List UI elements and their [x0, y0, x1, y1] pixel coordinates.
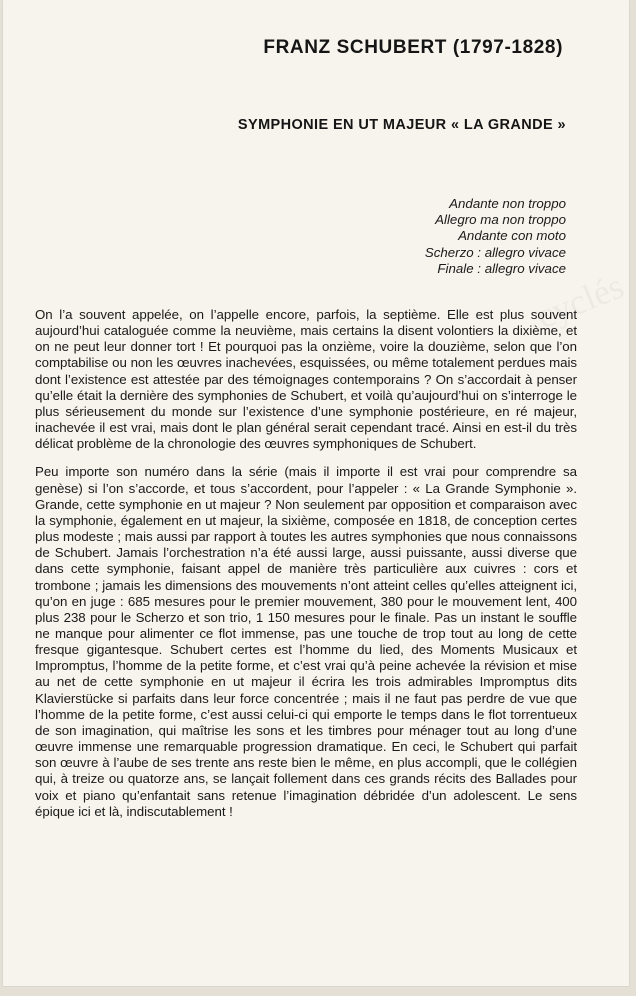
- movement-1: Andante non troppo: [449, 196, 566, 211]
- composer-heading: FRANZ SCHUBERT (1797-1828): [263, 37, 563, 58]
- movement-2: Allegro ma non troppo: [435, 212, 566, 228]
- faint-watermark: cyclés: [530, 265, 630, 337]
- movement-5: Finale : allegro vivace: [437, 260, 566, 276]
- body-text: [35, 307, 577, 832]
- paragraph-1: On l’a souvent appelée, on l’appelle encore, parfois, la septième. Elle est plus souvent aujourd’hui cataloguée comme la neuvième, mais certains la disent volontiers la dixième, et on ne peut leur donner tort ! Et pourquoi pas la onzième, voire la douzième, selon que l’on comptabilise ou non les œuvres inachevées, esquissées, ou même totalement perdues mais dont l’existence est attestée par des témoignages contemporains ? On s’accordait à penser qu’elle était la dernière des symphonies de Schubert, et voilà qu’aujourd’hui on s’interroge le plus sérieusement du monde sur l’existence d’une symphonie postérieure, en ré majeur, inachevée il est vrai, mais dont le plan général serait cependant tracé. Ainsi en est-il du très délicat problème de la chronologie des œuvres symphoniques de Schubert.: [35, 307, 577, 452]
- movement-3: Andante con moto: [458, 228, 566, 244]
- work-title: SYMPHONIE EN UT MAJEUR « LA GRANDE »: [237, 117, 566, 133]
- document-page: [3, 0, 629, 986]
- movements-list: [425, 196, 566, 277]
- movement-4: Scherzo : allegro vivace: [424, 244, 566, 260]
- paragraph-2: Peu importe son numéro dans la série (mais il importe il est vrai pour comprendre sa genèse) si l’on s’accorde, et tous s’accordent, pour l’appeler : « La Grande Symphonie ». Grande, cette symphonie en ut majeur ? Non seulement par opposition et comparaison avec la symphonie, également en ut majeur, la sixième, composée en 1818, de conception certes plus modeste ; mais aussi par rapport à toutes les autres symphonies que nous connaissons de Schubert. Jamais l’orchestration n’a été aussi large, aussi puissante, aussi diverse que dans cette symphonie, faisant appel de manière très particulière aux cuivres : cors et trombone ; jamais les dimensions des mouvements n’ont atteint celles qu’elles atteignent ici, qu’on en juge : 685 mesures pour le premier mouvement, 380 pour le mouvement lent, 400 plus 238 pour le Scherzo et son trio, 1 150 mesures pour le finale. Pas un instant le souffle ne manque pour alimenter ce flot immense, pas une touche de trop tout au long de cette fresque gigantesque. Schubert certes est l’homme du lied, des Moments Musicaux et Impromptus, l’homme de la petite forme, et c’est vrai qu’à peine achevée la révision et mise au net de cette symphonie en ut majeur il écrira les trois admirables Impromptus dits Klavierstücke si parfaits dans leur force concentrée ; mais il ne faut pas perdre de vue que l’homme de la petite forme, c’est aussi celui-ci qui emporte le temps dans le flot torrentueux de son imagination, qui maîtrise les sons et les timbres pour ménager tout au long d’une œuvre immense une remarquable progression dramatique. En ceci, le Schubert qui parfait son œuvre à l’aube de ses trente ans reste bien le même, en plus accompli, que le collégien qui, à treize ou quatorze ans, se lançait follement dans ces grands récits des Ballades pour voix et piano qu’enfantait sans retenue l’imagination débridée d’un adolescent. Le sens épique ici et là, indiscutablement !: [35, 464, 577, 819]
